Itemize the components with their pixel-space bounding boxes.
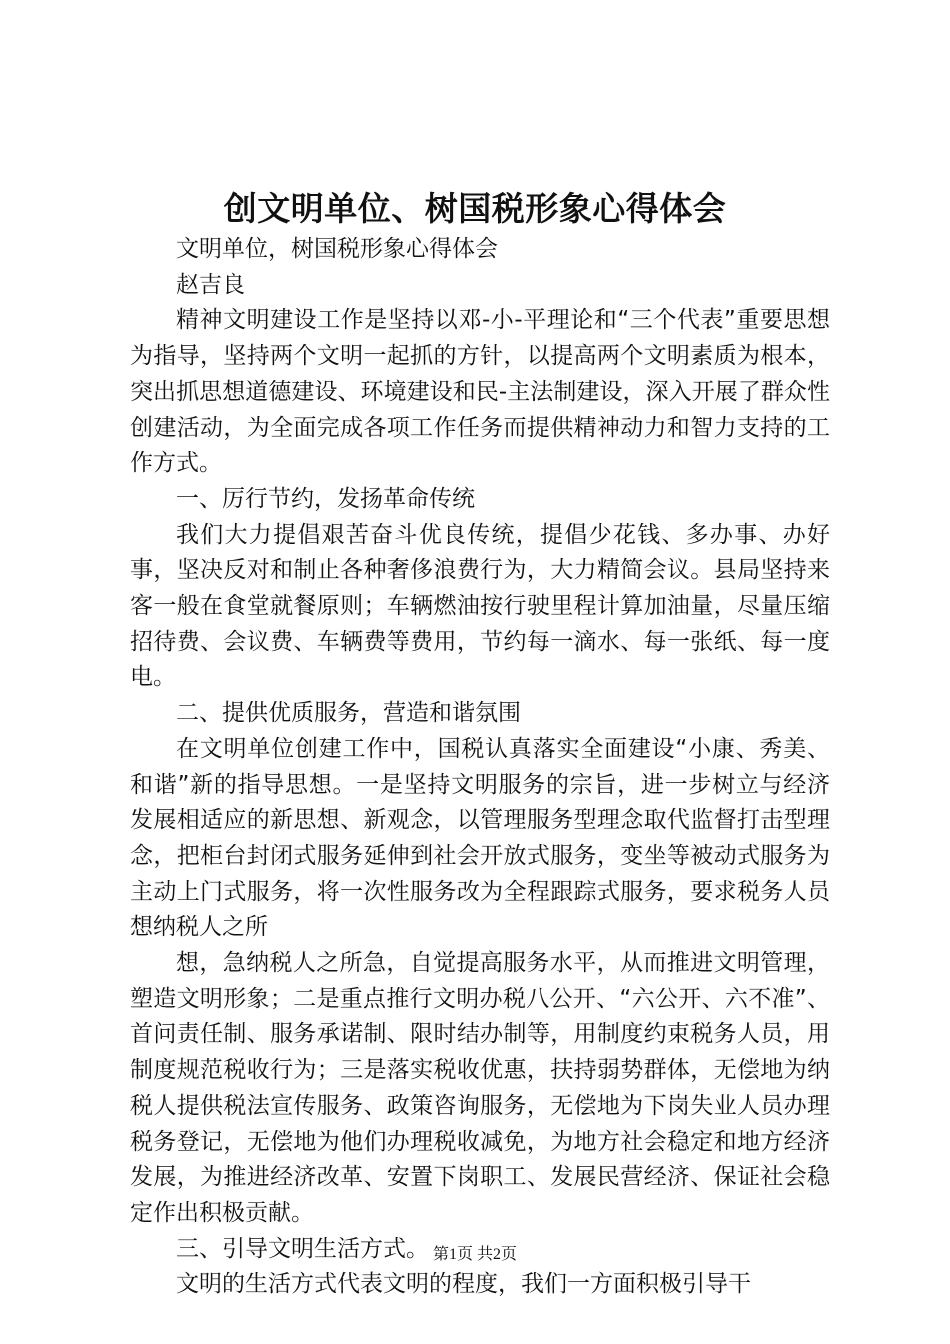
section-1-paragraph: 我们大力提倡艰苦奋斗优良传统，提倡少花钱、多办事、办好事，坚决反对和制止各种奢侈浪费行为，大力精简会议。县局坚持来客一般在食堂就餐原则；车辆燃油按行驶里程计算加油量，尽量压缩招待费、会议费、车辆费等费用，节约每一滴水、每一张纸、每一度电。: [130, 521, 830, 691]
section-heading-1: 一、厉行节约，发扬革命传统: [176, 485, 475, 512]
subtitle-line: 文明单位，树国税形象心得体会: [176, 236, 498, 262]
section-2-paragraph-a: 在文明单位创建工作中，国税认真落实全面建设“小康、秀美、和谐”新的指导思想。一是坚持文明服务的宗旨，进一步树立与经济发展相适应的新思想、新观念，以管理服务型理念取代监督打击型理念，把柜台封闭式服务延伸到社会开放式服务，变坐等被动式服务为主动上门式服务，将一次性服务改为全程跟踪式服务，要求税务人员想纳税人之所: [130, 735, 830, 941]
document-title: 创文明单位、树国税形象心得体会: [223, 189, 727, 228]
page-footer: 第1页 共2页: [432, 1246, 517, 1263]
document-body: [130, 232, 830, 1303]
section-heading-3: 三、引导文明生活方式。: [176, 1235, 429, 1262]
author-line: 赵吉良: [176, 271, 245, 298]
section-heading-2: 二、提供优质服务，营造和谐氛围: [176, 700, 521, 727]
section-2-paragraph-b: 想，急纳税人之所急，自觉提高服务水平，从而推进文明管理，塑造文明形象；二是重点推行文明办税八公开、“六公开、六不准”、首问责任制、服务承诺制、限时结办制等，用制度约束税务人员，用制度规范税收行为；三是落实税收优惠，扶持弱势群体，无偿地为纳税人提供税法宣传服务、政策咨询服务，无偿地为下岗失业人员办理税务登记，无偿地为他们办理税收减免，为地方社会稳定和地方经济发展，为推进经济改革、安置下岗职工、发展民营经济、保证社会稳定作出积极贡献。: [130, 950, 830, 1226]
intro-paragraph: 精神文明建设工作是坚持以邓-小-平理论和“三个代表”重要思想为指导，坚持两个文明一起抓的方针，以提高两个文明素质为根本，突出抓思想道德建设、环境建设和民-主法制建设，深入开展了群众性创建活动，为全面完成各项工作任务而提供精神动力和智力支持的工作方式。: [130, 307, 830, 477]
section-3-paragraph: 文明的生活方式代表文明的程度，我们一方面积极引导干: [176, 1271, 751, 1298]
